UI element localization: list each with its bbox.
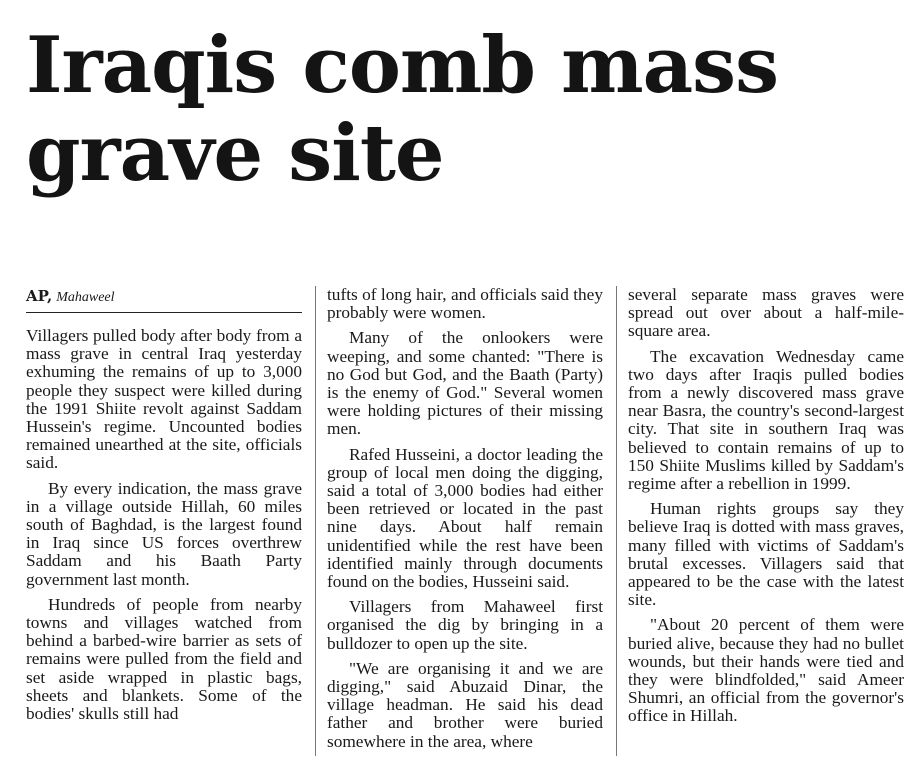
column-2 [327, 286, 603, 758]
column-1 [26, 286, 302, 730]
paragraph: tufts of long hair, and officials said they probably were women. [327, 285, 603, 323]
article-body [26, 285, 904, 766]
paragraph: Human rights groups say they believe Iraq is dotted with mass graves, many filled with victims of Saddam's brutal excesses. Villagers said that appeared to be the case with the latest site. [628, 499, 904, 610]
paragraph: Rafed Husseini, a doctor leading the group of local men doing the digging, said a total of 3,000 bodies had either been retrieved or located in the past nine days. About half remain unidentified while the rest have been identified mainly through documents found on the bodies, Husseini said. [327, 444, 603, 592]
paragraph: "We are organising it and we are digging," said Abuzaid Dinar, the village headman. He said his dead father and brother were buried somewhere in the area, where [327, 658, 603, 751]
paragraph: several separate mass graves were spread out over about a half-mile-square area. [628, 285, 904, 341]
column-divider [315, 286, 316, 756]
paragraph: Many of the onlookers were weeping, and some chanted: "There is no God but God, and the Baath (Party) is the enemy of God." Several women were holding pictures of their missing men. [327, 328, 603, 439]
byline-place: Mahaweel [56, 290, 115, 305]
paragraph: The excavation Wednesday came two days after Iraqis pulled bodies from a newly discovered mass grave near Basra, the country's second-largest city. That site in southern Iraq was believed to contain remains of up to 150 Shiite Muslims killed by Saddam's regime after a rebellion in 1999. [628, 346, 904, 494]
paragraph: Hundreds of people from nearby towns and villages watched from behind a barbed-wire barrier as sets of remains were pulled from the field and set aside wrapped in plastic bags, sheets and blankets. Some of the bodies' skulls still had [26, 594, 302, 724]
paragraph: Villagers pulled body after body from a mass grave in central Iraq yesterday exhuming the remains of up to 3,000 people they suspect were killed during the 1991 Shiite revolt against Saddam Hussein's regime. Uncounted bodies remained unearthed at the site, officials said. [26, 326, 302, 473]
paragraph: Villagers from Mahaweel first organised the dig by bringing in a bulldozer to open up the site. [327, 597, 603, 653]
headline: Iraqis comb mass grave site [26, 20, 779, 199]
column-divider [616, 286, 617, 756]
byline-agency: AP, [26, 287, 53, 305]
column-3 [628, 286, 904, 733]
paragraph: "About 20 percent of them were buried alive, because they had no bullet wounds, but their hands were tied and they were blindfolded," said Ameer Shumri, an official from the governor's office in Hillah. [628, 615, 904, 726]
paragraph: By every indication, the mass grave in a village outside Hillah, 60 miles south of Baghdad, is the largest found in Iraq since US forces overthrew Saddam and his Baath Party government last month. [26, 478, 302, 589]
byline [26, 286, 302, 313]
